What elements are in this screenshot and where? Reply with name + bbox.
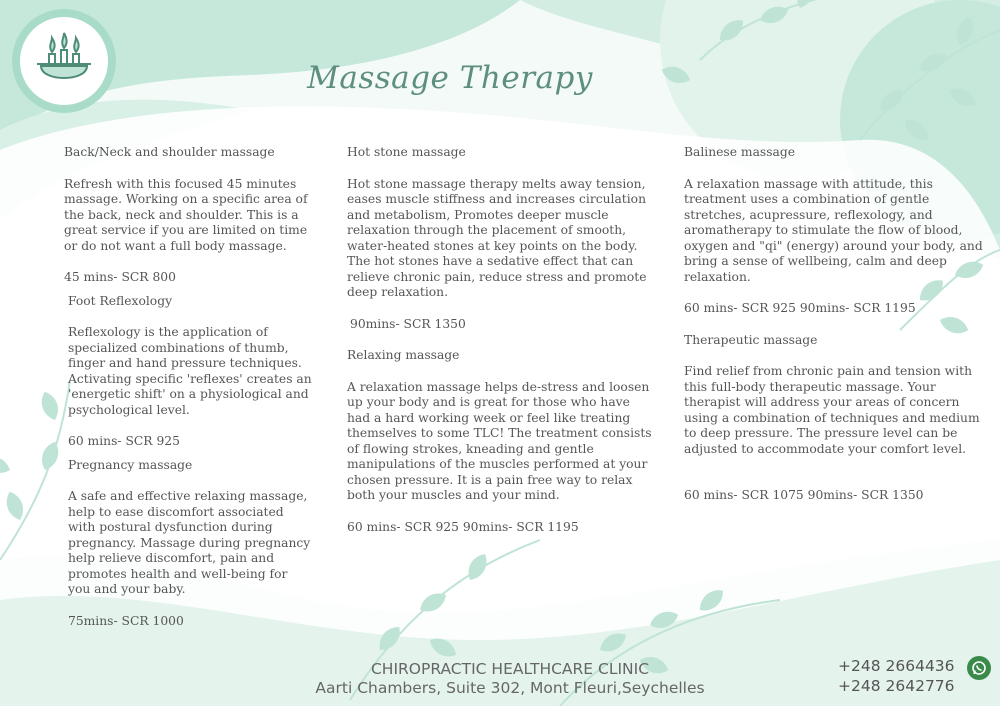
phone-numbers xyxy=(838,656,955,696)
section-heading: Balinese massage xyxy=(684,145,796,159)
section-heading: Relaxing massage xyxy=(347,348,460,362)
section-body: Find relief from chronic pain and tension with this full-body therapeutic massage. Your therapist will address your areas of concern using a combination of techniques and medium to deep pressure. The pressure level can be adjusted to accommodate your comfort level. xyxy=(684,364,980,456)
section-heading: Back/Neck and shoulder massage xyxy=(64,145,275,159)
section-price: 90mins- SCR 1350 xyxy=(350,316,466,331)
phone-number[interactable]: +248 2664436 xyxy=(838,657,955,675)
column-left xyxy=(64,145,312,629)
section-price: 60 mins- SCR 925 90mins- SCR 1195 xyxy=(347,519,579,534)
clinic-name: CHIROPRACTIC HEALTHCARE CLINIC xyxy=(370,660,650,678)
page-title: Massage Therapy xyxy=(307,60,593,96)
section-price: 60 mins- SCR 1075 90mins- SCR 1350 xyxy=(684,488,924,502)
phone-number[interactable]: +248 2642776 xyxy=(838,677,955,695)
column-middle xyxy=(347,145,653,535)
footer xyxy=(300,660,720,698)
section-body: Hot stone massage therapy melts away tension, eases muscle stiffness and increases circulation and metabolism, Promotes deeper muscle relaxation through the placement of smooth, water-heated stones at key points on the body. The hot stones have a sedative effect that can relieve chronic pain, reduce stress and promote deep relaxation. xyxy=(347,176,647,299)
whatsapp-icon[interactable] xyxy=(967,656,991,680)
section-body: A relaxation massage with attitude, this treatment uses a combination of gentle stretches, acupressure, reflexology, and aromatherapy to stimulate the flow of blood, oxygen and "qi" (energy) around your body, and bring a sense of wellbeing, calm and deep relaxation. xyxy=(684,176,983,284)
section-heading: Hot stone massage xyxy=(347,145,466,159)
section-body: A safe and effective relaxing massage, help to ease discomfort associated with postural dysfunction during pregnancy. Massage during pregnancy help relieve discomfort, pain and promotes health and well-being for you and your baby. xyxy=(68,489,311,596)
section-heading: Pregnancy massage xyxy=(68,457,193,472)
logo xyxy=(12,9,116,113)
section-body: Refresh with this focused 45 minutes massage. Working on a specific area of the back, neck and shoulder. This is a great service if you are limited on time or do not want a full body massage. xyxy=(64,176,308,253)
section-price: 75mins- SCR 1000 xyxy=(68,613,184,628)
section-heading: Foot Reflexology xyxy=(68,293,173,308)
section-body: A relaxation massage helps de-stress and loosen up your body and is great for those who have had a hard working week or feel like treating themselves to some TLC! The treatment consists of flowing strokes, kneading and gentle manipulations of the muscles performed at your chosen pressure. It is a pain free way to relax both your muscles and your mind. xyxy=(347,379,652,502)
column-right xyxy=(684,145,988,504)
section-price: 60 mins- SCR 925 90mins- SCR 1195 xyxy=(684,301,916,315)
section-price: 45 mins- SCR 800 xyxy=(64,270,176,284)
clinic-address: Aarti Chambers, Suite 302, Mont Fleuri,Seychelles xyxy=(315,679,705,697)
section-price: 60 mins- SCR 925 xyxy=(68,434,180,448)
section-body: Reflexology is the application of specialized combinations of thumb, finger and hand pressure techniques. Activating specific 'reflexes' creates an 'energetic shift' on a physiological and psychological level. xyxy=(68,325,312,417)
candles-bowl-icon xyxy=(31,28,97,94)
section-heading: Therapeutic massage xyxy=(684,332,818,347)
